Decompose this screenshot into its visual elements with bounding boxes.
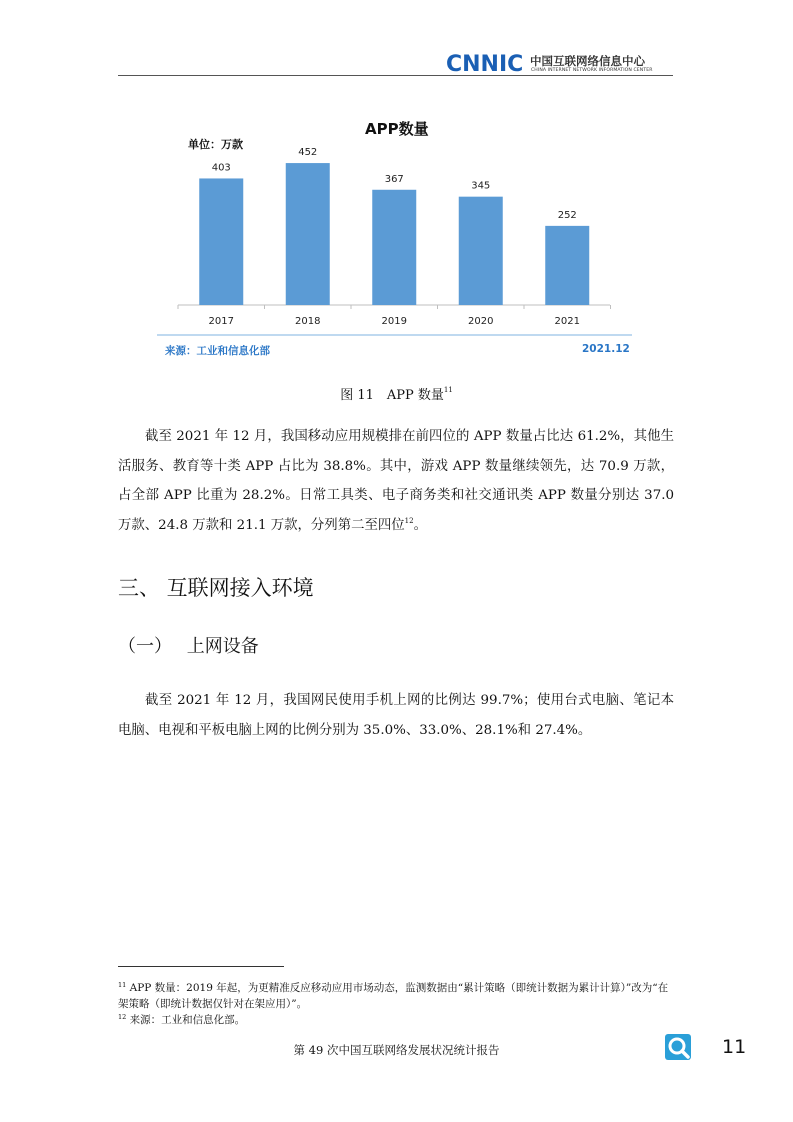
bar-2018 [286,163,330,305]
bar-value-label: 452 [298,147,318,159]
page-number: 11 [722,1036,747,1058]
footnote-number: 12 [118,1013,127,1021]
x-tick-label: 2018 [295,316,321,327]
bar-2020 [459,197,503,305]
body-paragraph-1 [118,422,674,540]
bar-2021 [545,226,589,305]
magnifier-logo-icon [664,1033,692,1061]
org-name-en: CHINA INTERNET NETWORK INFORMATION CENTER [531,68,653,73]
body-paragraph-2: 截至 2021 年 12 月，我国网民使用手机上网的比例达 99.7%；使用台式电脑、笔记本电脑、电视和平板电脑上网的比例分别为 35.0%、33.0%、28.1%和 27.4%。 [118,693,674,738]
section-title: 三、 互联网接入环境 [118,576,314,600]
footnote-text: 来源：工业和信息化部。 [129,1014,246,1026]
footnote-ref-12: 12 [404,516,414,525]
bar-2019 [372,190,416,305]
subsection-title: （一） 上网设备 [118,636,259,657]
figure-caption-note: 11 [443,386,453,394]
footnote-text: APP 数量：2019 年起，为更精准反应移动应用市场动态，监测数据由“累计策略（即统计数据为累计计算）”改为“在架策略（即统计数据仅针对在架应用）”。 [118,982,669,1010]
footnote-rule [118,966,284,967]
chart-date: 2021.12 [582,343,630,355]
x-tick-label: 2021 [554,316,580,327]
figure-caption [0,384,793,403]
chart-unit-label: 单位：万款 [188,138,243,151]
chart-source: 来源：工业和信息化部 [165,345,270,357]
app-count-chart [0,0,793,360]
bar-value-label: 345 [471,180,491,192]
chart-title: APP数量 [365,120,429,138]
footer-report-title: 第 49 次中国互联网络发展状况统计报告 [293,1043,500,1057]
bar-value-label: 252 [557,209,577,221]
bar-value-label: 367 [384,173,404,185]
footnote-12 [118,1010,674,1029]
figure-caption-text: 图 11 APP 数量 [340,388,444,403]
footnote-number: 11 [118,981,127,989]
body-paragraph-1-text: 截至 2021 年 12 月，我国移动应用规模排在前四位的 APP 数量占比达 61.2%，其他生活服务、教育等十类 APP 占比为 38.8%。其中，游戏 APP 数量继续领先，达 70.9 万款，占全部 APP 比重为 28.2%。日常工具类、电子商务类和社交通讯类 APP 数量分别达 37.0 万款、24.8 万款和 21.1 万款，分列第二至四位 [118,429,674,533]
cnnic-logo: CNNIC [446,52,524,77]
bar-2017 [199,178,243,305]
x-tick-label: 2020 [468,316,494,327]
org-name-cn: 中国互联网络信息中心 [530,54,645,68]
footnote-11 [118,978,674,1012]
x-tick-label: 2019 [381,316,407,327]
x-tick-label: 2017 [208,316,234,327]
body-paragraph-1-end: 。 [413,517,427,533]
bar-value-label: 403 [211,162,231,174]
